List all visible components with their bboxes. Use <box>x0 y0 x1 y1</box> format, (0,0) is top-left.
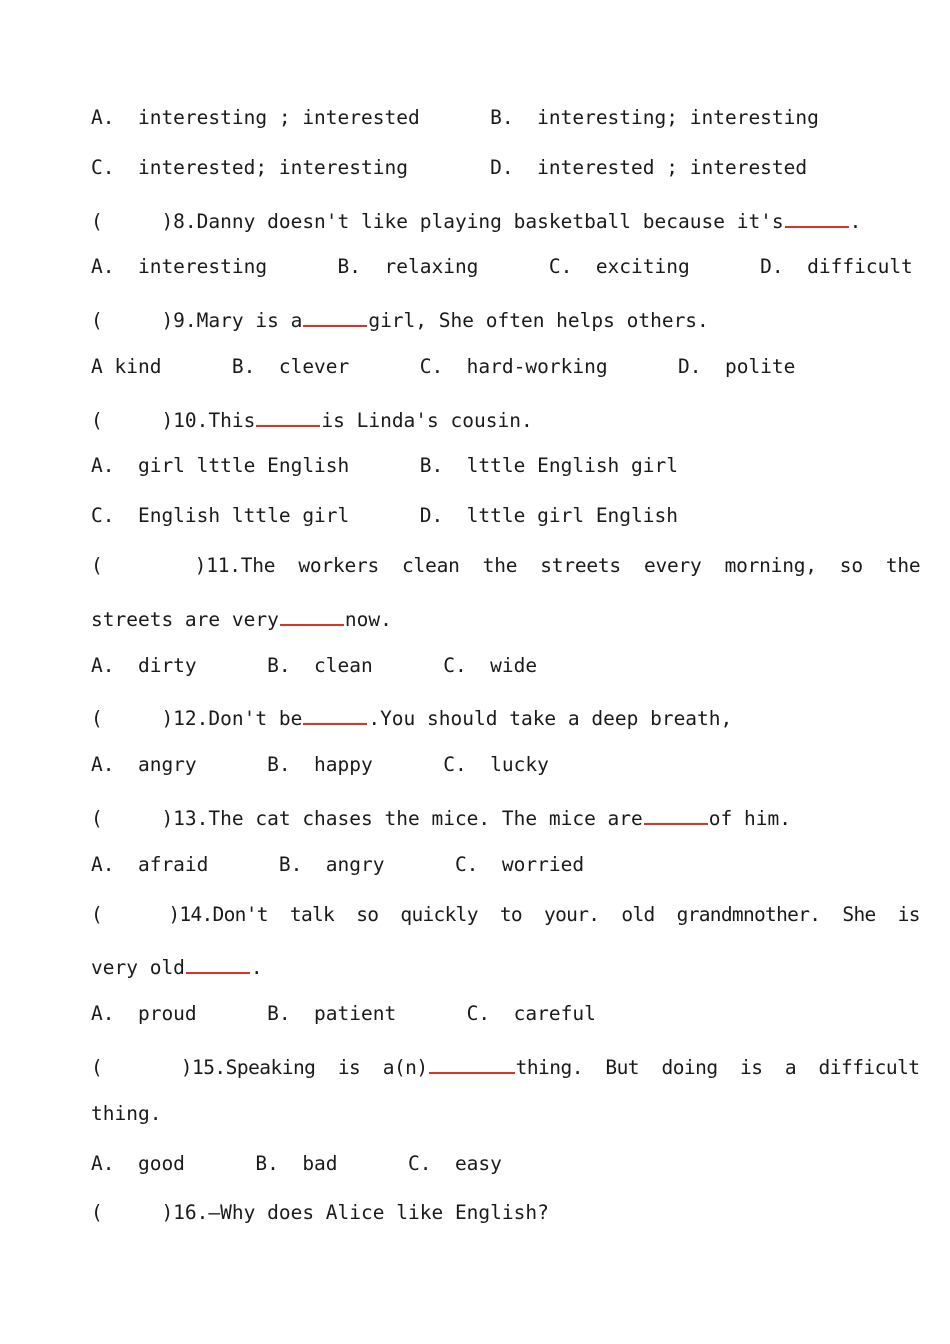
q13-options: A. afraid B. angry C. worried <box>91 853 585 876</box>
question-text: .You should take a deep breath, <box>368 707 733 730</box>
answer-blank[interactable] <box>256 405 320 427</box>
question-15 <box>91 1052 920 1080</box>
q7-options-row-2: C. interested; interesting D. interested ; interested <box>91 156 808 179</box>
question-text: ( )12.Don't be <box>91 707 303 730</box>
q7-options-row-1: A. interesting ; interested B. interesting; interesting <box>91 106 819 129</box>
question-text: ( )10.This <box>91 409 256 432</box>
question-text: girl, She often helps others. <box>368 309 709 332</box>
question-text: ( )15.Speaking is a(n) <box>91 1056 428 1079</box>
question-text: very old <box>91 956 185 979</box>
q10-options-row-2: C. English lttle girl D. lttle girl English <box>91 504 678 527</box>
question-10 <box>91 405 533 433</box>
question-14-cont <box>91 952 263 980</box>
answer-blank[interactable] <box>303 305 367 327</box>
question-9 <box>91 305 709 333</box>
q10-options-row-1: A. girl lttle English B. lttle English girl <box>91 454 678 477</box>
question-14: ( )14.Don't talk so quickly to your. old grandmnother. She is <box>91 903 920 926</box>
answer-blank[interactable] <box>186 952 250 974</box>
q12-options: A. angry B. happy C. lucky <box>91 753 549 776</box>
question-11: ( )11.The workers clean the streets every morning, so the <box>91 554 921 577</box>
q9-options: A kind B. clever C. hard-working D. polite <box>91 355 796 378</box>
question-text: streets are very <box>91 608 279 631</box>
q11-options: A. dirty B. clean C. wide <box>91 654 538 677</box>
q14-options: A. proud B. patient C. careful <box>91 1002 596 1025</box>
question-13 <box>91 803 791 831</box>
question-text: is Linda's cousin. <box>321 409 533 432</box>
answer-blank[interactable] <box>644 803 708 825</box>
question-text: . <box>849 210 862 233</box>
q15-options: A. good B. bad C. easy <box>91 1152 502 1175</box>
answer-blank[interactable] <box>429 1052 515 1074</box>
question-text: ( )9.Mary is a <box>91 309 303 332</box>
answer-blank[interactable] <box>785 206 849 228</box>
answer-blank[interactable] <box>280 604 344 626</box>
question-text: of him. <box>708 807 791 830</box>
q8-options: A. interesting B. relaxing C. exciting D. difficult <box>91 255 913 278</box>
question-12 <box>91 703 732 731</box>
question-8 <box>91 206 861 234</box>
question-text: . <box>250 956 263 979</box>
question-text: now. <box>344 608 392 631</box>
answer-blank[interactable] <box>303 703 367 725</box>
question-text: thing. But doing is a difficult <box>515 1056 920 1079</box>
question-text: ( )8.Danny doesn't like playing basketball because it's <box>91 210 784 233</box>
question-16: ( )16.—Why does Alice like English? <box>91 1201 549 1224</box>
question-11-cont <box>91 604 392 632</box>
question-15-cont: thing. <box>91 1102 162 1125</box>
question-text: ( )13.The cat chases the mice. The mice are <box>91 807 643 830</box>
